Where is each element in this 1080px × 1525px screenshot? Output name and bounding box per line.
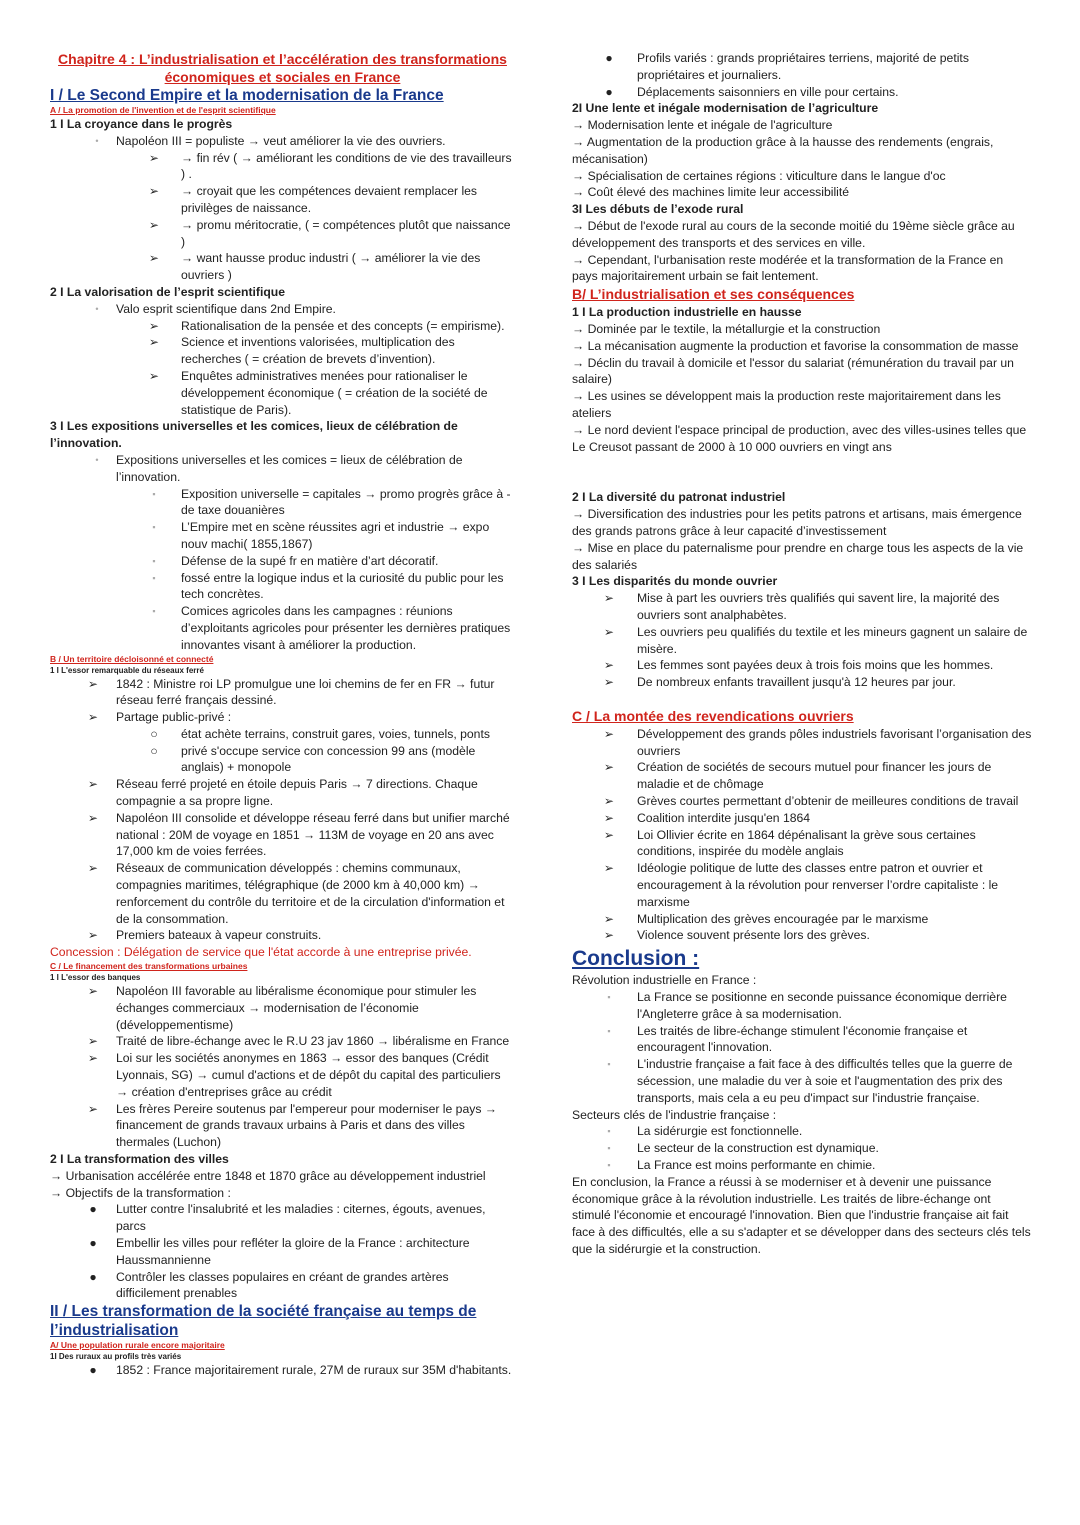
bullet-item: [50, 301, 515, 318]
subsection-heading: 2 I La transformation des villes: [50, 1152, 229, 1167]
bullet-text: Comices agricoles dans les campagnes : réunions d’exploitants agricoles pour présenter les dernières pratiques innovantes visant à améliorer la production.: [181, 604, 511, 652]
subsection-heading: 2 I La diversité du patronat industriel: [572, 490, 786, 505]
bullet-marker-icon: ▪: [607, 1025, 611, 1036]
paragraph: → Mise en place du paternalisme pour prendre en charge tous les aspects de la vie des salariés: [572, 540, 1024, 572]
bullet-text: Valo esprit scientifique dans 2nd Empire.: [116, 301, 336, 316]
left-column: [50, 50, 515, 1379]
bullet-marker-icon: ➢: [148, 318, 160, 333]
bullet-text: Multiplication des grèves encouragée par le marxisme: [637, 911, 929, 926]
bullet-item: [572, 657, 1032, 674]
paragraph: → Spécialisation de certaines régions : viticulture dans le langue d'oc: [572, 168, 946, 183]
section-heading: A/ Une population rurale encore majoritaire: [50, 1340, 225, 1351]
bullet-marker-icon: ●: [89, 1236, 97, 1250]
bullet-item: [50, 709, 515, 726]
bullet-item: [50, 1235, 515, 1269]
paragraph: → Dominée par le textile, la métallurgie et la construction: [572, 321, 881, 336]
bullet-item: [50, 1269, 515, 1303]
bullet-text: La France se positionne en seconde puissance économique derrière l'Angleterre grâce à sa modernisation.: [637, 990, 1007, 1021]
paragraph: → Les usines se développent mais la production reste majoritairement dans les ateliers: [572, 389, 1001, 420]
bullet-item: [572, 1123, 1032, 1140]
bullet-marker-icon: •: [95, 303, 99, 314]
bullet-marker-icon: ➢: [148, 184, 160, 199]
bullet-item: [572, 989, 1032, 1023]
bullet-item: [50, 519, 515, 553]
bullet-marker-icon: •: [95, 135, 99, 146]
paragraph: → Cependant, l'urbanisation reste modérée et la transformation de la France en pays majoritairement urbain se fait lentement.: [572, 252, 1004, 284]
bullet-text: Mise à part les ouvriers très qualifiés qui savent lire, la majorité des ouvriers sont analphabètes.: [637, 591, 1000, 622]
bullet-text: privé s'occupe service con concession 99 ans (modèle anglais) + monopole: [181, 743, 476, 775]
spacer: [572, 691, 1032, 707]
bullet-marker-icon: ➢: [87, 676, 99, 691]
bullet-text: De nombreux enfants travaillent jusqu'à 12 heures par jour.: [637, 675, 956, 690]
paragraph: → Augmentation de la production grâce à la hausse des rendements (engrais, mécanisation): [572, 134, 994, 166]
bullet-text: L’Empire met en scène réussites agri et industrie → expo nouv machi( 1855,1867): [181, 520, 490, 551]
bullet-item: [50, 368, 515, 418]
bullet-marker-icon: ▪: [152, 606, 156, 617]
bullet-item: [50, 1362, 515, 1379]
part-heading: II / Les transformation de la société française au temps de l’industrialisation: [50, 1303, 477, 1340]
bullet-marker-icon: ●: [89, 1202, 97, 1217]
bullet-text: Enquêtes administratives menées pour rationaliser le développement économique ( = création de la société de statistique de Paris).: [181, 368, 488, 417]
bullet-marker-icon: ➢: [87, 777, 99, 792]
bullet-text: Napoléon III favorable au libéralisme économique pour stimuler les échanges commerciaux → modernisation de l’économie (développementisme): [116, 984, 477, 1032]
bullet-item: [572, 1023, 1032, 1057]
bullet-text: → croyait que les compétences devaient remplacer les privilèges de naissance.: [181, 184, 478, 215]
bullet-text: Défense de la supé fr en matière d’art décoratif.: [181, 553, 439, 568]
right-column: [572, 50, 1032, 1258]
bullet-marker-icon: ▪: [152, 572, 156, 583]
bullet-text: La sidérurgie est fonctionnelle.: [637, 1124, 803, 1139]
bullet-item: [50, 334, 515, 368]
bullet-text: Rationalisation de la pensée et des concepts (= empirisme).: [181, 318, 505, 333]
bullet-text: Violence souvent présente lors des grèves.: [637, 928, 870, 943]
definition-note: Concession : Délégation de service que l'état accorde à une entreprise privée.: [50, 945, 472, 960]
chapter-title: Chapitre 4 : L’industrialisation et l’accélération des transformations économiques et sociales en France: [58, 51, 507, 85]
paragraph: Révolution industrielle en France :: [572, 973, 757, 988]
bullet-marker-icon: ➢: [148, 368, 160, 383]
bullet-marker-icon: ▪: [607, 1126, 611, 1137]
bullet-item: [572, 674, 1032, 691]
bullet-item: [572, 624, 1032, 658]
bullet-marker-icon: ➢: [603, 794, 615, 809]
bullet-item: [50, 676, 515, 710]
bullet-marker-icon: ▪: [607, 1059, 611, 1070]
bullet-item: [572, 927, 1032, 944]
bullet-text: → fin rév ( → améliorant les conditions de vie des travailleurs ) .: [181, 150, 512, 182]
section-heading: B / Un territoire décloisonné et connecté: [50, 653, 214, 664]
bullet-text: Loi Ollivier écrite en 1864 dépénalisant la grève sous certaines conditions, inspirée du modèle anglais: [637, 827, 976, 859]
subsection-heading: 2 I La valorisation de l’esprit scientifique: [50, 284, 286, 299]
bullet-text: Idéologie politique de lutte des classes entre patron et ouvrier et encouragement à la révolution pour renverser l’ordre capitaliste : le marxisme: [637, 861, 999, 909]
subsection-heading-small: 1 I L'essor remarquable du réseaux ferré: [50, 665, 204, 675]
bullet-text: La France est moins performante en chimie.: [637, 1158, 876, 1173]
bullet-marker-icon: ➢: [87, 861, 99, 876]
bullet-text: Profils variés : grands propriétaires terriens, majorité de petits propriétaires et journaliers.: [637, 51, 969, 82]
bullet-marker-icon: ▪: [607, 1143, 611, 1154]
bullet-item: [50, 1201, 515, 1235]
bullet-item: [50, 217, 515, 251]
bullet-text: état achète terrains, construit gares, voies, tunnels, ponts: [181, 726, 490, 741]
bullet-text: Réseaux de communication développés : chemins communaux, compagnies maritimes, télégraphique (de 2000 km à 40,000 km) → renforcement du contrôle du territoire et de la circulation d'information et de la consommation.: [116, 861, 505, 926]
bullet-item: [50, 150, 515, 184]
bullet-item: [50, 553, 515, 570]
bullet-item: [50, 318, 515, 335]
bullet-text: Le secteur de la construction est dynamique.: [637, 1141, 879, 1156]
subsection-heading: 3 I Les disparités du monde ouvrier: [572, 574, 778, 589]
bullet-item: [50, 743, 515, 777]
bullet-marker-icon: ➢: [87, 710, 99, 725]
bullet-item: [50, 250, 515, 284]
paragraph: → Début de l'exode rural au cours de la seconde moitié du 19ème siècle grâce au développement des transports et des services en ville.: [572, 218, 1015, 250]
part-heading: I / Le Second Empire et la modernisation de la France: [50, 87, 444, 104]
bullet-text: 1852 : France majoritairement rurale, 27M de ruraux sur 35M d'habitants.: [116, 1363, 512, 1378]
bullet-text: fossé entre la logique indus et la curiosité du public pour les tech concrètes.: [181, 570, 504, 602]
bullet-item: [572, 860, 1032, 910]
bullet-marker-icon: ●: [89, 1269, 97, 1284]
section-heading: B/ L’industrialisation et ses conséquences: [572, 286, 855, 303]
bullet-marker-icon: ➢: [603, 760, 615, 775]
bullet-marker-icon: ➢: [148, 217, 160, 232]
subsection-heading: 1 I La croyance dans le progrès: [50, 117, 233, 131]
bullet-text: Coalition interdite jusqu'en 1864: [637, 810, 811, 825]
bullet-marker-icon: ➢: [87, 1034, 99, 1049]
conclusion-heading: Conclusion :: [572, 947, 700, 971]
bullet-text: Lutter contre l'insalubrité et les maladies : citernes, égouts, avenues, parcs: [116, 1202, 486, 1234]
bullet-marker-icon: ○: [150, 743, 158, 758]
bullet-marker-icon: •: [95, 454, 99, 465]
paragraph: → La mécanisation augmente la production et favorise la consommation de masse: [572, 338, 1019, 353]
bullet-text: 1842 : Ministre roi LP promulgue une loi chemins de fer en FR → futur réseau ferré français dessiné.: [116, 676, 495, 708]
bullet-text: Les traités de libre-échange stimulent l'économie française et encouragent l'innovation.: [637, 1023, 968, 1055]
bullet-text: Grèves courtes permettant d’obtenir de meilleures conditions de travail: [637, 794, 1019, 809]
bullet-marker-icon: ➢: [87, 810, 99, 825]
bullet-text: → promu méritocratie, ( = compétences plutôt que naissance ): [181, 217, 511, 249]
bullet-marker-icon: ➢: [603, 810, 615, 825]
bullet-marker-icon: ▪: [152, 522, 156, 533]
bullet-text: Contrôler les classes populaires en créant de grandes artères difficilement prenables: [116, 1269, 449, 1301]
bullet-marker-icon: ○: [150, 726, 158, 741]
bullet-item: [572, 1157, 1032, 1174]
section-heading: A / La promotion de l'invention et de l'esprit scientifique: [50, 105, 276, 115]
bullet-item: [50, 486, 515, 520]
bullet-marker-icon: ●: [89, 1363, 97, 1378]
bullet-item: [572, 50, 1032, 84]
bullet-text: Traité de libre-échange avec le R.U 23 jav 1860 → libéralisme en France: [116, 1034, 510, 1049]
paragraph: → Le nord devient l'espace principal de production, avec des villes-usines telles que Le Creusot passant de 2000 à 10 000 ouvriers en vingt ans: [572, 422, 1027, 454]
bullet-text: Embellir les villes pour refléter la gloire de la France : architecture Haussmannienne: [116, 1236, 470, 1267]
bullet-text: Développement des grands pôles industriels favorisant l’organisation des ouvriers: [637, 726, 1032, 758]
paragraph: Secteurs clés de l'industrie française :: [572, 1107, 777, 1122]
bullet-item: [572, 911, 1032, 928]
bullet-text: Napoléon III consolide et développe réseau ferré dans but unifier marché national : 20M de voyage en 1851 → 113M de voyage en 20 ans avec 17,000 km de voies ferrées.: [116, 810, 510, 859]
bullet-text: Premiers bateaux à vapeur construits.: [116, 928, 322, 943]
bullet-item: [50, 1033, 515, 1050]
bullet-item: [50, 927, 515, 944]
bullet-item: [50, 983, 515, 1033]
paragraph: → Coût élevé des machines limite leur accessibilité: [572, 185, 850, 200]
bullet-marker-icon: ➢: [603, 658, 615, 673]
bullet-item: [572, 810, 1032, 827]
bullet-marker-icon: ➢: [603, 624, 615, 639]
bullet-marker-icon: ▪: [152, 555, 156, 566]
spacer: [572, 455, 1032, 489]
bullet-text: Loi sur les sociétés anonymes en 1863 → essor des banques (Crédit Lyonnais, SG) → cumul d'actions et de dépôt du capital des particuliers → création d'entreprises grâce au crédit: [116, 1051, 501, 1099]
bullet-text: L'industrie française a fait face à des difficultés telles que la guerre de sécession, une maladie du ver à soie et l'augmentation des prix des transports, mais cela a eu peu d'impact sur l'industrie française.: [637, 1057, 1013, 1105]
paragraph: → Déclin du travail à domicile et l'essor du salariat (rémunération du travail par un salaire): [572, 355, 1014, 387]
bullet-item: [50, 1101, 515, 1151]
paragraph: → Modernisation lente et inégale de l'agriculture: [572, 118, 833, 133]
bullet-marker-icon: ➢: [603, 675, 615, 690]
bullet-text: Réseau ferré projeté en étoile depuis Paris → 7 directions. Chaque compagnie a sa propre ligne.: [116, 777, 478, 809]
bullet-marker-icon: ➢: [603, 911, 615, 926]
paragraph: → Urbanisation accélérée entre 1848 et 1870 grâce au développement industriel: [50, 1168, 486, 1183]
subsection-heading-small: 1 I L'essor des banques: [50, 973, 141, 983]
bullet-item: [50, 603, 515, 653]
bullet-text: Les frères Pereire soutenus par l'empereur pour moderniser le pays → financement de grands travaux urbains à Paris et dans des villes thermales (Luchon): [116, 1101, 497, 1150]
bullet-item: [572, 590, 1032, 624]
bullet-text: Création de sociétés de secours mutuel pour financer les jours de maladie et de chômage: [637, 760, 992, 792]
bullet-marker-icon: ➢: [603, 827, 615, 842]
bullet-item: [50, 133, 515, 150]
bullet-item: [572, 827, 1032, 861]
bullet-item: [50, 726, 515, 743]
bullet-item: [50, 860, 515, 927]
bullet-marker-icon: ➢: [87, 1051, 99, 1066]
bullet-marker-icon: ➢: [87, 984, 99, 999]
bullet-text: Exposition universelle = capitales → promo progrès grâce à - de taxe douanières: [181, 486, 511, 518]
bullet-item: [572, 726, 1032, 760]
paragraph: → Objectifs de la transformation :: [50, 1185, 231, 1200]
bullet-item: [50, 183, 515, 217]
subsection-heading: 3 I Les expositions universelles et les comices, lieux de célébration de l’innovation.: [50, 419, 458, 451]
bullet-text: Expositions universelles et les comices = lieux de célébration de l’innovation.: [116, 452, 463, 484]
bullet-marker-icon: ➢: [87, 928, 99, 943]
bullet-item: [50, 452, 515, 486]
bullet-item: [50, 570, 515, 604]
bullet-marker-icon: ➢: [603, 726, 615, 741]
bullet-item: [50, 810, 515, 860]
bullet-marker-icon: ➢: [148, 150, 160, 165]
bullet-marker-icon: ▪: [607, 1160, 611, 1171]
bullet-text: Partage public-privé :: [116, 710, 232, 725]
subsection-heading-small: 1I Des ruraux au profils très variés: [50, 1352, 182, 1362]
bullet-item: [50, 1050, 515, 1100]
bullet-item: [50, 776, 515, 810]
bullet-text: Les femmes sont payées deux à trois fois moins que les hommes.: [637, 658, 994, 673]
section-heading: C / La montée des revendications ouvriers: [572, 707, 854, 724]
bullet-marker-icon: ➢: [603, 861, 615, 876]
bullet-marker-icon: ●: [605, 84, 613, 99]
bullet-text: Napoléon III = populiste → veut améliorer la vie des ouvriers.: [116, 133, 446, 148]
paragraph: En conclusion, la France a réussi à se moderniser et à devenir une puissance économique grâce à la révolution industrielle. Les traités de libre-échange ont stimulé l'économie et encouragé l'innovation. Bien que l'industrie française ait fait face à des difficultés, elle a su s'adapter et se développer dans des secteurs clés tels que la sidérurgie et la construction.: [572, 1174, 1031, 1256]
section-heading: C / Le financement des transformations urbaines: [50, 961, 248, 972]
bullet-marker-icon: ▪: [152, 488, 156, 499]
bullet-marker-icon: ➢: [148, 335, 160, 350]
bullet-marker-icon: ➢: [148, 251, 160, 266]
bullet-text: Science et inventions valorisées, multiplication des recherches ( = création de brevets d’invention).: [181, 335, 455, 367]
bullet-item: [572, 1140, 1032, 1157]
bullet-marker-icon: ▪: [607, 992, 611, 1003]
bullet-marker-icon: ●: [605, 51, 613, 65]
bullet-marker-icon: ➢: [603, 591, 615, 606]
bullet-item: [572, 793, 1032, 810]
subsection-heading: 2I Une lente et inégale modernisation de l’agriculture: [572, 101, 879, 116]
bullet-item: [572, 1056, 1032, 1106]
bullet-item: [572, 759, 1032, 793]
bullet-marker-icon: ➢: [603, 928, 615, 943]
bullet-marker-icon: ➢: [87, 1101, 99, 1116]
bullet-text: Déplacements saisonniers en ville pour certains.: [637, 84, 899, 99]
subsection-heading: 3I Les débuts de l’exode rural: [572, 202, 744, 217]
bullet-item: [572, 84, 1032, 101]
bullet-text: → want hausse produc industri ( → améliorer la vie des ouvriers ): [181, 251, 481, 283]
subsection-heading: 1 I La production industrielle en hausse: [572, 305, 802, 320]
paragraph: → Diversification des industries pour les petits patrons et artisans, mais émergence des grands patrons grâce à leur capacité d’investissement: [572, 507, 1022, 538]
bullet-text: Les ouvriers peu qualifiés du textile et les mineurs gagnent un salaire de misère.: [637, 624, 1028, 656]
